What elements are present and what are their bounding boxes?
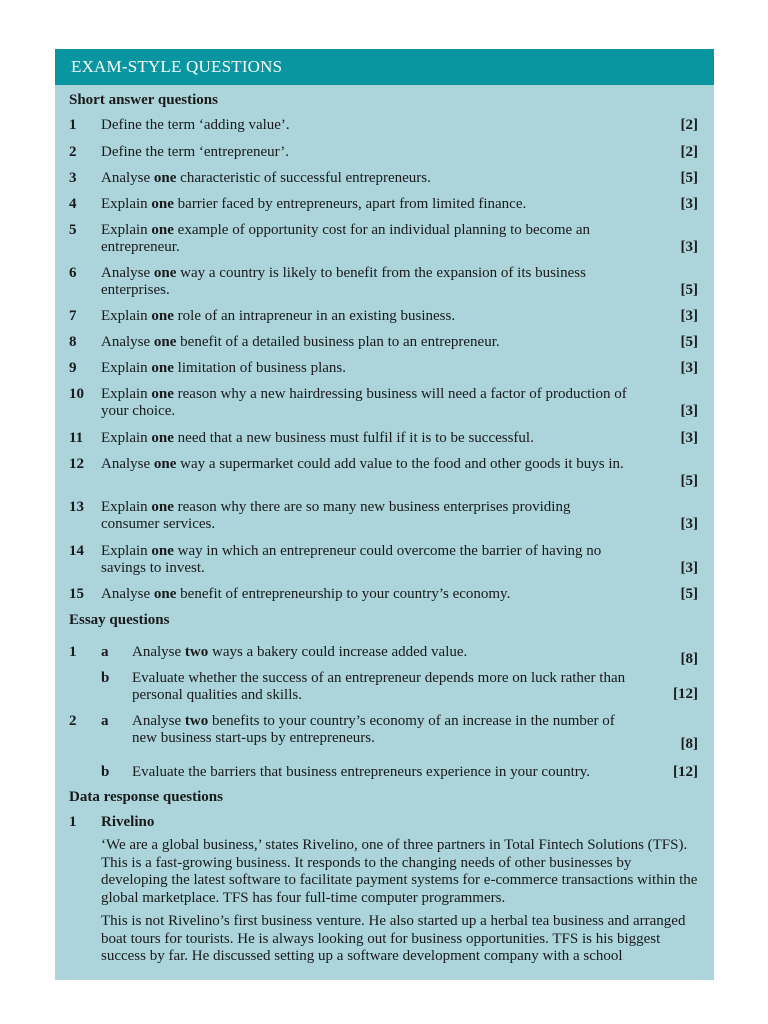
question-text: Define the term ‘entrepreneur’. — [101, 144, 289, 160]
marks: [5] — [680, 334, 698, 350]
question-number: 13 — [69, 499, 84, 515]
case-paragraph: This is not Rivelino’s first business venture. He also started up a herbal tea business and arranged boat tours for tourists. He is always looking out for business opportunities. TFS is his biggest success by far. He discussed setting up a software development company with a school — [101, 913, 686, 964]
sub-part-label: b — [101, 670, 110, 686]
question-text: Explain one example of opportunity cost for an individual planning to become an entrepreneur. — [101, 222, 591, 255]
marks: [2] — [680, 144, 698, 160]
question-text: Analyse one benefit of a detailed business plan to an entrepreneur. — [101, 334, 500, 350]
question-number: 1 — [69, 644, 77, 660]
essay-heading: Essay questions — [69, 612, 170, 628]
marks: [3] — [680, 308, 698, 324]
question-text: Analyse one way a supermarket could add value to the food and other goods it buys in. — [101, 456, 624, 472]
marks: [5] — [680, 170, 698, 186]
marks: [8] — [680, 651, 698, 667]
case-number: 1 — [69, 814, 77, 830]
question-text: Explain one reason why there are so many new business enterprises providing consumer services. — [101, 499, 571, 532]
marks: [3] — [680, 516, 698, 532]
question-number: 11 — [69, 430, 84, 446]
marks: [12] — [673, 686, 698, 702]
question-number: 15 — [69, 586, 84, 602]
question-text: Explain one reason why a new hairdressing business will need a factor of production of your choice. — [101, 386, 627, 419]
question-text: Analyse one way a country is likely to benefit from the expansion of its business enterprises. — [101, 265, 586, 298]
question-number: 4 — [69, 196, 77, 212]
question-text: Define the term ‘adding value’. — [101, 117, 290, 133]
case-title: Rivelino — [101, 814, 155, 830]
question-text: Analyse one characteristic of successful entrepreneurs. — [101, 170, 431, 186]
marks: [2] — [680, 117, 698, 133]
question-text: Evaluate whether the success of an entrepreneur depends more on luck rather than personal qualities and skills. — [132, 670, 626, 703]
marks: [5] — [680, 282, 698, 298]
question-number: 6 — [69, 265, 77, 281]
question-number: 9 — [69, 360, 77, 376]
marks: [12] — [673, 764, 698, 780]
question-text: Analyse two benefits to your country’s economy of an increase in the number of new business start-ups by entrepreneurs. — [132, 713, 615, 746]
sub-part-label: b — [101, 764, 110, 780]
marks: [3] — [680, 239, 698, 255]
marks: [3] — [680, 430, 698, 446]
question-text: Explain one way in which an entrepreneur could overcome the barrier of having no savings to invest. — [101, 543, 602, 576]
section-title: EXAM-STYLE QUESTIONS — [71, 57, 283, 76]
marks: [3] — [680, 196, 698, 212]
section-header — [55, 49, 714, 85]
case-paragraph: ‘We are a global business,’ states Rivelino, one of three partners in Total Fintech Solutions (TFS). This is a fast-growing business. It responds to the changing needs of other businesses by developing the latest software to facilitate payment systems for e-commerce transactions within the global marketplace. TFS has four full-time computer programmers. — [101, 837, 698, 906]
question-number: 7 — [69, 308, 77, 324]
question-number: 10 — [69, 386, 84, 402]
question-number: 12 — [69, 456, 84, 472]
question-text: Explain one role of an intrapreneur in an existing business. — [101, 308, 456, 324]
question-number: 2 — [69, 713, 77, 729]
question-number: 3 — [69, 170, 77, 186]
question-text: Evaluate the barriers that business entrepreneurs experience in your country. — [132, 764, 591, 780]
marks: [8] — [680, 736, 698, 752]
question-text: Explain one barrier faced by entrepreneurs, apart from limited finance. — [101, 196, 527, 212]
question-number: 8 — [69, 334, 77, 350]
short-answer-heading: Short answer questions — [69, 92, 218, 108]
data-response-heading: Data response questions — [69, 789, 223, 805]
question-text: Explain one need that a new business must fulfil if it is to be successful. — [101, 430, 534, 446]
question-number: 14 — [69, 543, 84, 559]
marks: [3] — [680, 403, 698, 419]
marks: [5] — [680, 473, 698, 489]
question-number: 5 — [69, 222, 77, 238]
question-number: 1 — [69, 117, 77, 133]
question-text: Explain one limitation of business plans. — [101, 360, 346, 376]
marks: [3] — [680, 360, 698, 376]
sub-part-label: a — [101, 713, 109, 729]
sub-part-label: a — [101, 644, 109, 660]
marks: [5] — [680, 586, 698, 602]
question-text: Analyse one benefit of entrepreneurship to your country’s economy. — [101, 586, 511, 602]
question-text: Analyse two ways a bakery could increase added value. — [132, 644, 468, 660]
exam-questions-panel — [55, 49, 714, 980]
question-number: 2 — [69, 144, 77, 160]
marks: [3] — [680, 560, 698, 576]
